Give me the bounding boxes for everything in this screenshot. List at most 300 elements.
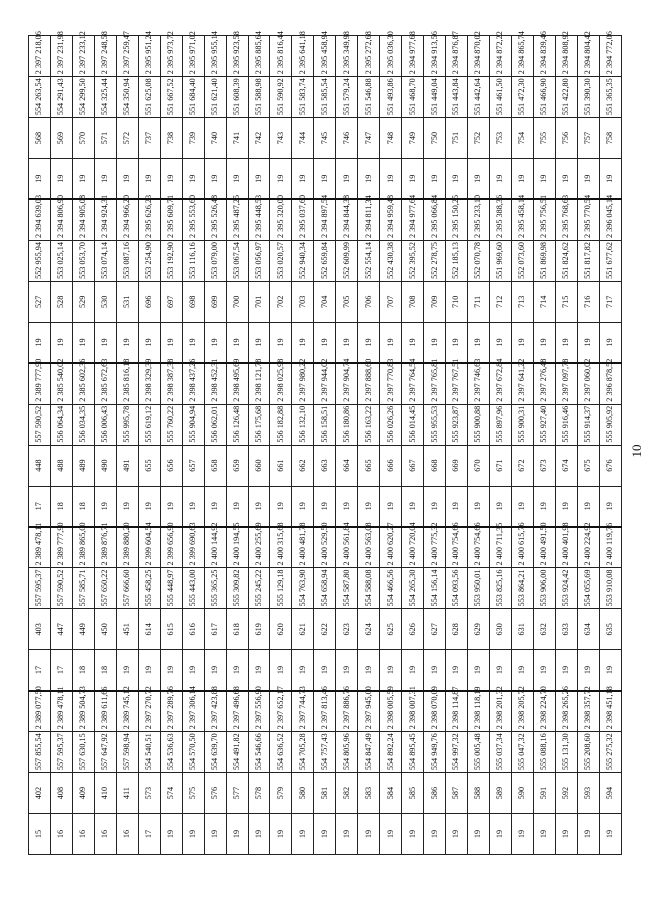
cell-x-coordinate: 556 182,88 <box>270 404 292 445</box>
cell-zone: 19 <box>116 322 138 363</box>
cell-x-coordinate: 555 037,34 <box>490 732 512 773</box>
cell-x-coordinate: 554 491,82 <box>226 732 248 773</box>
cell-x-coordinate: 554 639,70 <box>204 732 226 773</box>
cell-x-coordinate: 552 955,94 <box>29 240 51 281</box>
cell-zone: 19 <box>204 322 226 363</box>
cell-zone: 19 <box>599 486 621 527</box>
cell-x-coordinate: 553 864,21 <box>511 568 533 609</box>
cell-x-coordinate: 555 245,22 <box>248 568 270 609</box>
cell-y-coordinate: 2 397 980,22 <box>292 363 314 404</box>
cell-point-number: 622 <box>314 609 336 650</box>
cell-x-coordinate: 555 047,32 <box>511 732 533 773</box>
cell-x-coordinate: 551 422,80 <box>555 77 577 118</box>
cell-point-number: 586 <box>424 773 446 814</box>
table-row <box>380 36 402 855</box>
cell-x-coordinate: 551 817,82 <box>577 240 599 281</box>
cell-point-number: 592 <box>555 773 577 814</box>
cell-y-coordinate: 2 394 844,38 <box>336 200 358 241</box>
cell-point-number: 661 <box>270 445 292 486</box>
cell-y-coordinate: 2 385 816,18 <box>116 363 138 404</box>
cell-point-number: 616 <box>182 609 204 650</box>
table-row <box>116 36 138 855</box>
cell-point-number: 450 <box>94 609 116 650</box>
cell-y-coordinate: 2 397 270,72 <box>138 691 160 732</box>
cell-zone: 19 <box>555 650 577 691</box>
cell-zone: 19 <box>336 814 358 855</box>
cell-x-coordinate: 552 659,84 <box>314 240 336 281</box>
cell-x-coordinate: 556 062,01 <box>204 404 226 445</box>
cell-x-coordinate: 555 995,78 <box>116 404 138 445</box>
cell-x-coordinate: 551 442,64 <box>468 77 490 118</box>
page-number: 10 <box>629 444 644 458</box>
cell-y-coordinate: 2 397 767,51 <box>446 363 468 404</box>
cell-zone: 19 <box>402 159 424 200</box>
cell-zone: 19 <box>138 650 160 691</box>
cell-zone: 19 <box>116 159 138 200</box>
cell-point-number: 625 <box>380 609 402 650</box>
cell-zone: 19 <box>599 322 621 363</box>
cell-y-coordinate: 2 400 119,76 <box>599 527 621 568</box>
cell-y-coordinate: 2 394 865,74 <box>511 36 533 77</box>
cell-y-coordinate: 2 395 923,58 <box>226 36 248 77</box>
cell-zone: 19 <box>533 650 555 691</box>
cell-x-coordinate: 557 590,52 <box>50 568 72 609</box>
cell-y-coordinate: 2 398 265,26 <box>555 691 577 732</box>
cell-zone: 19 <box>511 159 533 200</box>
cell-x-coordinate: 551 588,98 <box>248 77 270 118</box>
cell-y-coordinate: 2 400 255,69 <box>248 527 270 568</box>
cell-x-coordinate: 556 158,51 <box>314 404 336 445</box>
cell-x-coordinate: 557 595,37 <box>50 732 72 773</box>
cell-y-coordinate: 2 398 357,72 <box>577 691 599 732</box>
cell-x-coordinate: 553 053,70 <box>72 240 94 281</box>
cell-point-number: 738 <box>160 118 182 159</box>
cell-y-coordinate: 2 389 478,11 <box>50 691 72 732</box>
cell-zone: 19 <box>336 322 358 363</box>
cell-y-coordinate: 2 394 639,03 <box>29 200 51 241</box>
cell-y-coordinate: 2 400 754,66 <box>468 527 490 568</box>
cell-x-coordinate: 556 064,34 <box>50 404 72 445</box>
cell-zone: 19 <box>248 814 270 855</box>
cell-y-coordinate: 2 394 870,02 <box>468 36 490 77</box>
cell-point-number: 402 <box>29 773 51 814</box>
cell-y-coordinate: 2 397 218,06 <box>29 36 51 77</box>
cell-y-coordinate: 2 394 913,56 <box>424 36 446 77</box>
cell-y-coordinate: 2 397 770,83 <box>380 363 402 404</box>
cell-zone: 19 <box>160 650 182 691</box>
cell-zone: 19 <box>577 159 599 200</box>
table-row <box>533 36 555 855</box>
cell-x-coordinate: 552 070,78 <box>468 240 490 281</box>
cell-zone: 19 <box>468 322 490 363</box>
cell-zone: 19 <box>555 322 577 363</box>
cell-zone: 19 <box>533 814 555 855</box>
cell-point-number: 742 <box>248 118 270 159</box>
cell-point-number: 580 <box>292 773 314 814</box>
cell-point-number: 750 <box>424 118 446 159</box>
cell-x-coordinate: 556 175,68 <box>248 404 270 445</box>
cell-x-coordinate: 555 927,40 <box>533 404 555 445</box>
cell-point-number: 664 <box>336 445 358 486</box>
cell-x-coordinate: 553 192,90 <box>160 240 182 281</box>
cell-x-coordinate: 556 132,10 <box>292 404 314 445</box>
cell-point-number: 489 <box>72 445 94 486</box>
cell-zone: 19 <box>270 814 292 855</box>
cell-zone: 19 <box>599 650 621 691</box>
cell-y-coordinate: 2 389 504,73 <box>72 691 94 732</box>
cell-point-number: 403 <box>29 609 51 650</box>
cell-zone: 19 <box>577 650 599 691</box>
table-row <box>511 36 533 855</box>
cell-x-coordinate: 555 760,22 <box>160 404 182 445</box>
cell-x-coordinate: 555 905,92 <box>599 404 621 445</box>
cell-zone: 19 <box>424 486 446 527</box>
cell-x-coordinate: 551 969,60 <box>490 240 512 281</box>
table-row <box>555 36 577 855</box>
cell-y-coordinate: 2 395 973,72 <box>160 36 182 77</box>
cell-zone: 19 <box>555 814 577 855</box>
cell-zone: 19 <box>50 159 72 200</box>
cell-zone: 19 <box>358 486 380 527</box>
cell-point-number: 715 <box>555 281 577 322</box>
cell-y-coordinate: 2 398 070,09 <box>424 691 446 732</box>
cell-y-coordinate: 2 398 005,59 <box>380 691 402 732</box>
cell-y-coordinate: 2 399 690,63 <box>182 527 204 568</box>
cell-y-coordinate: 2 397 652,17 <box>270 691 292 732</box>
cell-y-coordinate: 2 397 231,98 <box>50 36 72 77</box>
cell-x-coordinate: 551 583,74 <box>292 77 314 118</box>
cell-x-coordinate: 553 087,16 <box>116 240 138 281</box>
cell-point-number: 709 <box>424 281 446 322</box>
cell-point-number: 710 <box>446 281 468 322</box>
cell-point-number: 614 <box>138 609 160 650</box>
cell-point-number: 672 <box>511 445 533 486</box>
cell-zone: 19 <box>138 322 160 363</box>
cell-y-coordinate: 2 395 951,24 <box>138 36 160 77</box>
cell-zone: 17 <box>29 486 51 527</box>
cell-y-coordinate: 2 400 754,66 <box>446 527 468 568</box>
cell-zone: 19 <box>533 486 555 527</box>
cell-point-number: 569 <box>50 118 72 159</box>
cell-y-coordinate: 2 394 772,06 <box>599 36 621 77</box>
cell-y-coordinate: 2 398 495,69 <box>226 363 248 404</box>
cell-point-number: 752 <box>468 118 490 159</box>
cell-x-coordinate: 552 395,52 <box>402 240 424 281</box>
cell-y-coordinate: 2 395 458,94 <box>314 36 336 77</box>
cell-y-coordinate: 2 395 388,36 <box>490 200 512 241</box>
cell-x-coordinate: 556 006,43 <box>94 404 116 445</box>
cell-y-coordinate: 2 389 777,90 <box>50 527 72 568</box>
cell-y-coordinate: 2 395 036,30 <box>380 36 402 77</box>
cell-y-coordinate: 2 385 672,63 <box>94 363 116 404</box>
cell-y-coordinate: 2 389 611,66 <box>94 691 116 732</box>
cell-point-number: 528 <box>50 281 72 322</box>
cell-y-coordinate: 2 400 481,78 <box>292 527 314 568</box>
cell-y-coordinate: 2 397 904,74 <box>336 363 358 404</box>
cell-x-coordinate: 552 430,38 <box>380 240 402 281</box>
table-row <box>29 36 51 855</box>
cell-y-coordinate: 2 395 756,51 <box>533 200 555 241</box>
cell-zone: 19 <box>314 322 336 363</box>
cell-y-coordinate: 2 398 452,31 <box>204 363 226 404</box>
cell-y-coordinate: 2 397 496,68 <box>226 691 248 732</box>
cell-x-coordinate: 555 914,37 <box>577 404 599 445</box>
cell-point-number: 584 <box>380 773 402 814</box>
cell-y-coordinate: 2 398 437,26 <box>182 363 204 404</box>
cell-y-coordinate: 2 395 816,44 <box>270 36 292 77</box>
cell-x-coordinate: 553 924,42 <box>555 568 577 609</box>
cell-zone: 19 <box>270 650 292 691</box>
cell-y-coordinate: 2 385 602,36 <box>72 363 94 404</box>
cell-point-number: 530 <box>94 281 116 322</box>
cell-y-coordinate: 2 395 320,00 <box>270 200 292 241</box>
cell-x-coordinate: 555 309,82 <box>226 568 248 609</box>
cell-point-number: 531 <box>116 281 138 322</box>
cell-y-coordinate: 2 397 556,90 <box>248 691 270 732</box>
cell-zone: 19 <box>270 322 292 363</box>
cell-point-number: 573 <box>138 773 160 814</box>
cell-point-number: 627 <box>424 609 446 650</box>
cell-zone: 19 <box>511 650 533 691</box>
cell-x-coordinate: 555 088,16 <box>533 732 555 773</box>
cell-zone: 19 <box>138 486 160 527</box>
cell-point-number: 744 <box>292 118 314 159</box>
cell-y-coordinate: 2 394 977,68 <box>402 36 424 77</box>
cell-x-coordinate: 554 536,63 <box>160 732 182 773</box>
cell-point-number: 568 <box>29 118 51 159</box>
cell-zone: 19 <box>292 322 314 363</box>
cell-x-coordinate: 551 585,54 <box>314 77 336 118</box>
cell-x-coordinate: 557 666,60 <box>116 568 138 609</box>
table-row <box>138 36 160 855</box>
cell-zone: 19 <box>358 814 380 855</box>
cell-point-number: 659 <box>226 445 248 486</box>
cell-y-coordinate: 2 398 118,19 <box>468 691 490 732</box>
cell-point-number: 658 <box>204 445 226 486</box>
table-row <box>50 36 72 855</box>
cell-y-coordinate: 2 397 944,02 <box>314 363 336 404</box>
cell-y-coordinate: 2 397 746,63 <box>468 363 490 404</box>
cell-x-coordinate: 554 093,56 <box>446 568 468 609</box>
cell-zone: 19 <box>599 814 621 855</box>
cell-x-coordinate: 554 847,49 <box>358 732 380 773</box>
cell-zone: 19 <box>314 650 336 691</box>
table-row <box>182 36 204 855</box>
cell-point-number: 717 <box>599 281 621 322</box>
cell-y-coordinate: 2 397 233,12 <box>72 36 94 77</box>
cell-zone: 19 <box>292 814 314 855</box>
cell-y-coordinate: 2 395 885,64 <box>248 36 270 77</box>
cell-point-number: 666 <box>380 445 402 486</box>
cell-y-coordinate: 2 395 609,71 <box>160 200 182 241</box>
cell-y-coordinate: 2 398 224,70 <box>533 691 555 732</box>
cell-point-number: 570 <box>72 118 94 159</box>
cell-zone: 19 <box>292 159 314 200</box>
cell-x-coordinate: 555 129,18 <box>270 568 292 609</box>
cell-y-coordinate: 2 398 451,18 <box>599 691 621 732</box>
cell-x-coordinate: 553 825,16 <box>490 568 512 609</box>
cell-zone: 19 <box>204 814 226 855</box>
cell-y-coordinate: 2 400 620,27 <box>380 527 402 568</box>
cell-zone: 19 <box>555 486 577 527</box>
cell-x-coordinate: 551 869,98 <box>533 240 555 281</box>
cell-y-coordinate: 2 395 971,02 <box>182 36 204 77</box>
cell-x-coordinate: 553 067,54 <box>226 240 248 281</box>
table-row <box>248 36 270 855</box>
cell-y-coordinate: 2 394 897,54 <box>314 200 336 241</box>
cell-zone: 19 <box>138 159 160 200</box>
cell-x-coordinate: 554 705,28 <box>292 732 314 773</box>
cell-zone: 19 <box>511 486 533 527</box>
cell-point-number: 410 <box>94 773 116 814</box>
cell-point-number: 707 <box>380 281 402 322</box>
cell-x-coordinate: 552 073,60 <box>511 240 533 281</box>
cell-x-coordinate: 551 461,50 <box>490 77 512 118</box>
cell-point-number: 708 <box>402 281 424 322</box>
cell-zone: 19 <box>182 322 204 363</box>
cell-point-number: 669 <box>446 445 468 486</box>
cell-zone: 19 <box>292 486 314 527</box>
cell-x-coordinate: 553 074,14 <box>94 240 116 281</box>
cell-point-number: 578 <box>248 773 270 814</box>
cell-zone: 19 <box>182 159 204 200</box>
cell-zone: 19 <box>555 159 577 200</box>
cell-zone: 19 <box>402 650 424 691</box>
cell-x-coordinate: 551 443,84 <box>446 77 468 118</box>
cell-x-coordinate: 552 554,14 <box>358 240 380 281</box>
cell-point-number: 662 <box>292 445 314 486</box>
cell-y-coordinate: 2 400 563,08 <box>358 527 380 568</box>
cell-point-number: 632 <box>533 609 555 650</box>
cell-zone: 19 <box>182 814 204 855</box>
cell-x-coordinate: 557 598,94 <box>116 732 138 773</box>
table-row <box>270 36 292 855</box>
cell-zone: 19 <box>72 322 94 363</box>
cell-zone: 19 <box>248 650 270 691</box>
cell-point-number: 740 <box>204 118 226 159</box>
cell-point-number: 703 <box>292 281 314 322</box>
cell-point-number: 590 <box>511 773 533 814</box>
cell-zone: 19 <box>226 486 248 527</box>
cell-point-number: 628 <box>446 609 468 650</box>
cell-y-coordinate: 2 394 977,64 <box>402 200 424 241</box>
cell-y-coordinate: 2 397 813,46 <box>314 691 336 732</box>
cell-point-number: 745 <box>314 118 336 159</box>
cell-point-number: 594 <box>599 773 621 814</box>
cell-zone: 19 <box>380 486 402 527</box>
cell-x-coordinate: 557 650,22 <box>94 568 116 609</box>
cell-point-number: 712 <box>490 281 512 322</box>
cell-y-coordinate: 2 398 329,39 <box>138 363 160 404</box>
cell-x-coordinate: 551 546,88 <box>358 77 380 118</box>
cell-zone: 19 <box>226 650 248 691</box>
cell-zone: 19 <box>490 650 512 691</box>
cell-y-coordinate: 2 397 641,22 <box>511 363 533 404</box>
cell-zone: 19 <box>446 159 468 200</box>
cell-point-number: 674 <box>555 445 577 486</box>
cell-y-coordinate: 2 389 478,11 <box>29 527 51 568</box>
cell-x-coordinate: 557 630,15 <box>72 732 94 773</box>
cell-x-coordinate: 555 619,12 <box>138 404 160 445</box>
table-row <box>160 36 182 855</box>
cell-x-coordinate: 555 900,31 <box>511 404 533 445</box>
cell-y-coordinate: 2 400 144,92 <box>204 527 226 568</box>
cell-zone: 15 <box>29 814 51 855</box>
cell-y-coordinate: 2 395 233,10 <box>468 200 490 241</box>
cell-zone: 19 <box>204 159 226 200</box>
cell-point-number: 676 <box>599 445 621 486</box>
table-row <box>446 36 468 855</box>
cell-y-coordinate: 2 397 744,73 <box>292 691 314 732</box>
cell-x-coordinate: 556 163,22 <box>358 404 380 445</box>
cell-x-coordinate: 555 900,88 <box>468 404 490 445</box>
cell-zone: 19 <box>468 814 490 855</box>
cell-point-number: 572 <box>116 118 138 159</box>
table-row <box>94 36 116 855</box>
cell-zone: 19 <box>533 322 555 363</box>
cell-zone: 19 <box>490 322 512 363</box>
cell-x-coordinate: 554 892,24 <box>380 732 402 773</box>
cell-zone: 19 <box>226 814 248 855</box>
cell-y-coordinate: 2 400 224,92 <box>577 527 599 568</box>
cell-zone: 19 <box>248 322 270 363</box>
cell-point-number: 753 <box>490 118 512 159</box>
cell-x-coordinate: 555 005,48 <box>468 732 490 773</box>
cell-y-coordinate: 2 394 966,20 <box>116 200 138 241</box>
cell-zone: 19 <box>424 650 446 691</box>
cell-y-coordinate: 2 389 880,20 <box>116 527 138 568</box>
cell-zone: 19 <box>314 814 336 855</box>
cell-zone: 19 <box>94 159 116 200</box>
cell-point-number: 667 <box>402 445 424 486</box>
cell-zone: 19 <box>248 159 270 200</box>
cell-zone: 19 <box>490 486 512 527</box>
cell-x-coordinate: 556 026,26 <box>380 404 402 445</box>
cell-x-coordinate: 554 997,32 <box>446 732 468 773</box>
cell-zone: 19 <box>182 650 204 691</box>
cell-point-number: 408 <box>50 773 72 814</box>
cell-y-coordinate: 2 397 672,84 <box>490 363 512 404</box>
cell-zone: 19 <box>270 486 292 527</box>
coordinate-table-body <box>29 31 622 855</box>
cell-zone: 19 <box>446 322 468 363</box>
cell-point-number: 671 <box>490 445 512 486</box>
cell-x-coordinate: 556 126,48 <box>226 404 248 445</box>
cell-point-number: 619 <box>248 609 270 650</box>
cell-zone: 19 <box>336 650 358 691</box>
cell-zone: 19 <box>160 814 182 855</box>
cell-point-number: 634 <box>577 609 599 650</box>
cell-x-coordinate: 554 299,50 <box>72 77 94 118</box>
cell-x-coordinate: 555 365,25 <box>204 568 226 609</box>
cell-zone: 16 <box>50 814 72 855</box>
cell-point-number: 451 <box>116 609 138 650</box>
cell-x-coordinate: 552 185,13 <box>446 240 468 281</box>
cell-y-coordinate: 2 394 959,48 <box>380 200 402 241</box>
cell-point-number: 756 <box>555 118 577 159</box>
table-row <box>490 36 512 855</box>
cell-point-number: 670 <box>468 445 490 486</box>
cell-x-coordinate: 551 625,08 <box>138 77 160 118</box>
cell-zone: 19 <box>29 159 51 200</box>
cell-point-number: 660 <box>248 445 270 486</box>
cell-zone: 19 <box>402 814 424 855</box>
cell-zone: 18 <box>50 486 72 527</box>
cell-point-number: 527 <box>29 281 51 322</box>
cell-y-coordinate: 2 397 289,76 <box>160 691 182 732</box>
cell-point-number: 585 <box>402 773 424 814</box>
cell-y-coordinate: 2 394 811,34 <box>358 200 380 241</box>
